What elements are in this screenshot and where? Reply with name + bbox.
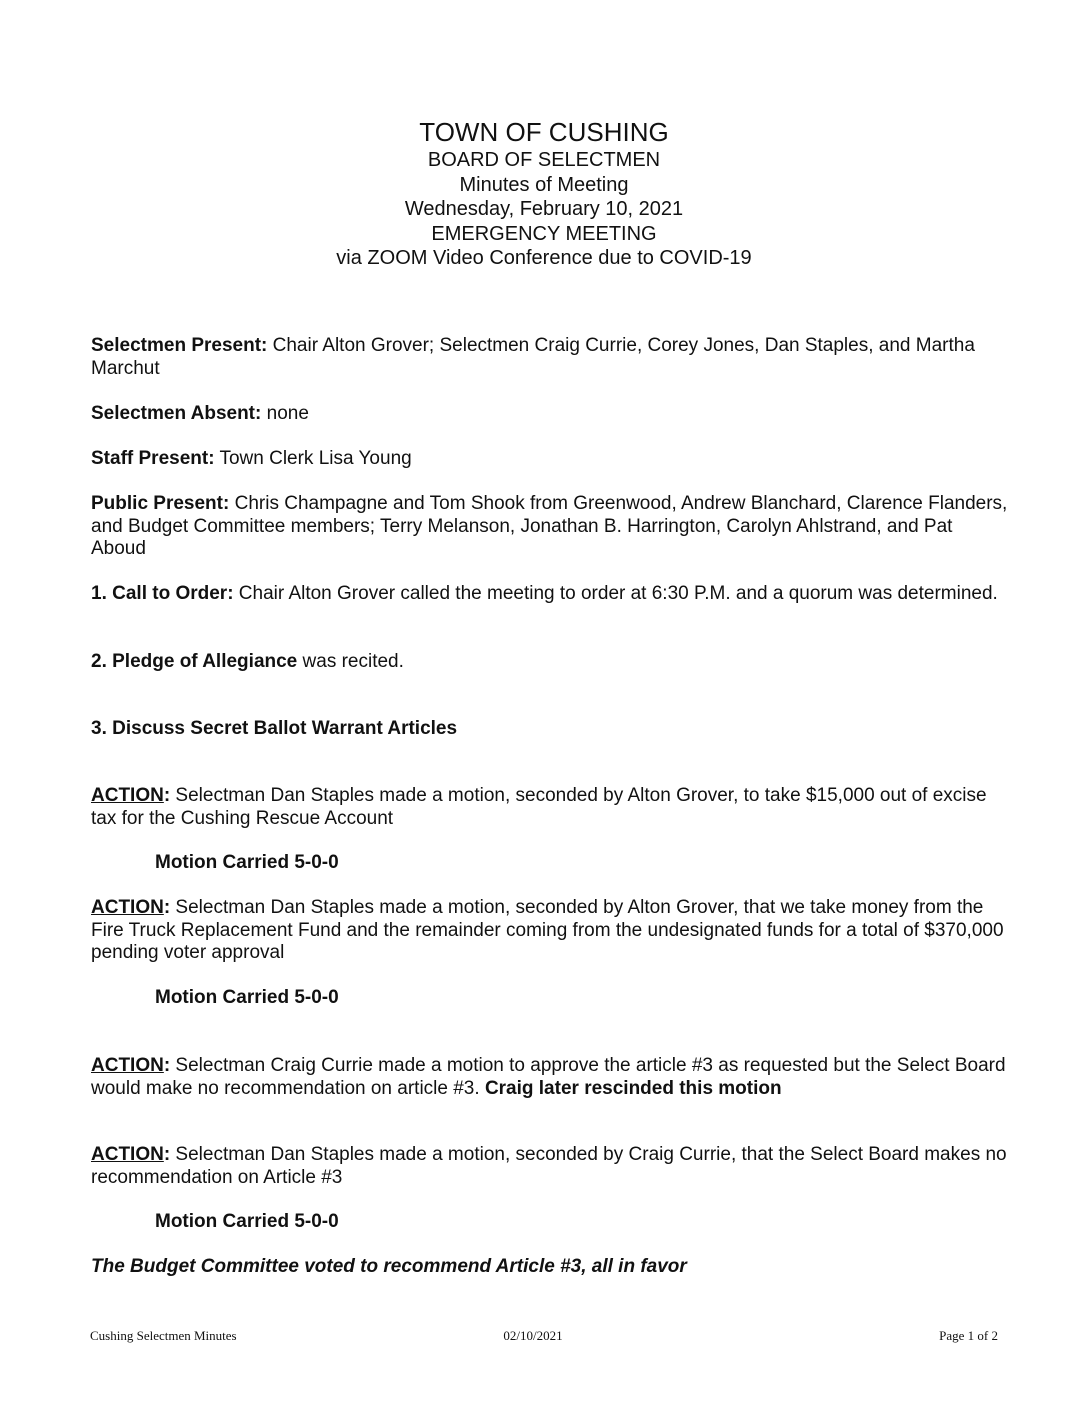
action-2-result: Motion Carried 5-0-0 <box>155 987 339 1008</box>
footer-left: Cushing Selectmen Minutes <box>90 1328 237 1343</box>
selectmen-present-text: Chair Alton Grover; Selectmen Craig Currie, Corey Jones, Dan Staples, and Martha Marchut <box>91 335 975 379</box>
call-to-order-label: 1. Call to Order: <box>91 583 234 604</box>
footer-page-number: Page 1 of 2 <box>939 1328 998 1343</box>
document-header <box>0 116 1088 271</box>
public-present-label: Public Present: <box>91 493 230 514</box>
action-label: ACTION <box>91 1055 164 1076</box>
pledge-of-allegiance <box>91 651 1011 674</box>
budget-committee-note: The Budget Committee voted to recommend Article #3, all in favor <box>91 1256 687 1277</box>
staff-present <box>91 448 1011 471</box>
action-4-text: Selectman Dan Staples made a motion, seconded by Craig Currie, that the Select Board makes no recommendation on Article #3 <box>91 1144 1007 1188</box>
meeting-venue: via ZOOM Video Conference due to COVID-19 <box>336 247 752 269</box>
action-3-text: Selectman Craig Currie made a motion to approve the article #3 as requested but the Select Board would make no recommendation on article #3. <box>91 1055 1006 1099</box>
call-to-order <box>91 583 1011 606</box>
action-label: ACTION <box>91 1144 164 1165</box>
action-4 <box>91 1144 1011 1189</box>
selectmen-absent-label: Selectmen Absent: <box>91 403 262 424</box>
action-1-result: Motion Carried 5-0-0 <box>155 852 339 873</box>
public-present <box>91 493 1011 561</box>
call-to-order-text: Chair Alton Grover called the meeting to order at 6:30 P.M. and a quorum was determined. <box>233 583 998 604</box>
action-2-text: Selectman Dan Staples made a motion, seconded by Alton Grover, that we take money from the Fire Truck Replacement Fund and the remainder coming from the undesignated funds for a total of $370,000 pending voter approval <box>91 897 1004 963</box>
public-present-text: Chris Champagne and Tom Shook from Greenwood, Andrew Blanchard, Clarence Flanders, and Budget Committee members; Terry Melanson, Jonathan B. Harrington, Carolyn Ahlstrand, and Pat Aboud <box>91 493 1008 559</box>
action-colon: : <box>163 1144 171 1165</box>
meeting-type: EMERGENCY MEETING <box>431 222 657 245</box>
action-label: ACTION <box>91 785 164 806</box>
action-label: ACTION <box>91 897 164 918</box>
action-3 <box>91 1055 1011 1100</box>
item3-heading: 3. Discuss Secret Ballot Warrant Articles <box>91 718 458 739</box>
selectmen-present-label: Selectmen Present: <box>91 335 268 356</box>
footer-date: 02/10/2021 <box>503 1328 563 1343</box>
action-3-rescinded: Craig later rescinded this motion <box>484 1077 782 1099</box>
document-subtitle: Minutes of Meeting <box>459 173 629 196</box>
selectmen-present <box>91 335 1011 380</box>
pledge-label: 2. Pledge of Allegiance <box>91 651 298 672</box>
town-title: TOWN OF CUSHING <box>419 117 669 147</box>
meeting-date: Wednesday, February 10, 2021 <box>404 198 684 220</box>
staff-present-text: Town Clerk Lisa Young <box>214 448 412 469</box>
action-1-text: Selectman Dan Staples made a motion, seconded by Alton Grover, to take $15,000 out of excise tax for the Cushing Rescue Account <box>91 785 987 829</box>
action-1 <box>91 785 1011 830</box>
staff-present-label: Staff Present: <box>91 448 215 469</box>
action-colon: : <box>163 785 171 806</box>
selectmen-absent <box>91 403 1011 426</box>
board-name: BOARD OF SELECTMEN <box>427 149 661 171</box>
action-colon: : <box>163 1055 171 1076</box>
action-colon: : <box>163 897 171 918</box>
action-4-result: Motion Carried 5-0-0 <box>155 1211 339 1232</box>
selectmen-absent-text: none <box>261 403 309 424</box>
pledge-text: was recited. <box>297 651 404 672</box>
action-2 <box>91 897 1011 965</box>
